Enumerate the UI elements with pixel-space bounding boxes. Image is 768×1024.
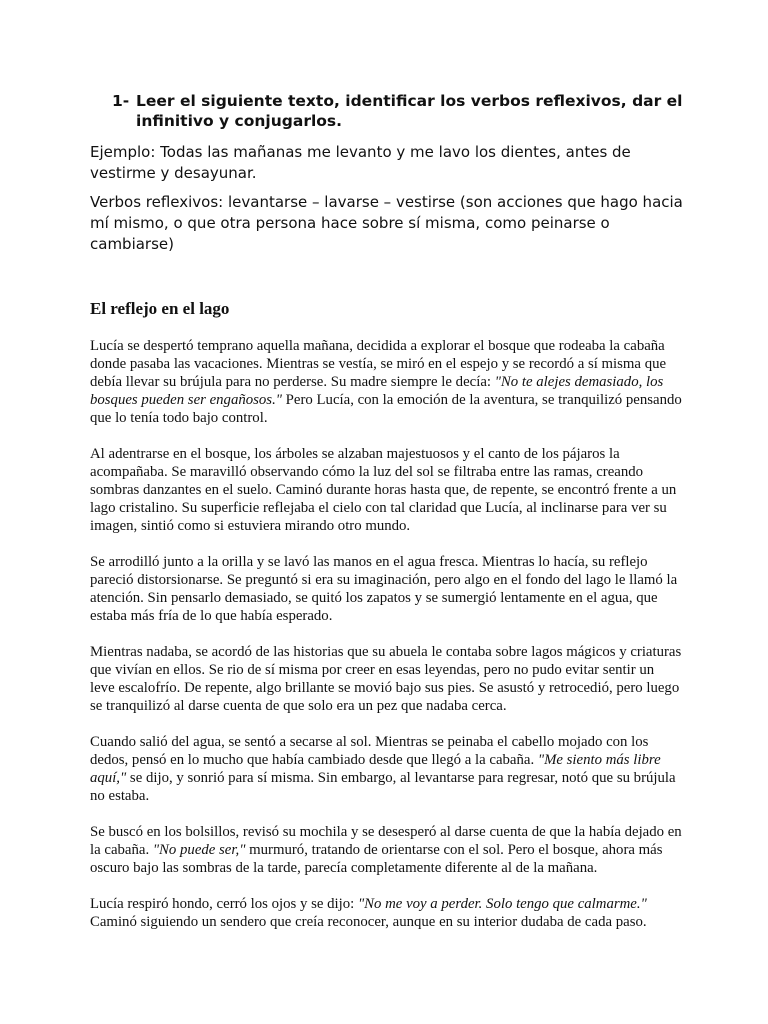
quoted-speech: "No me voy a perder. Solo tengo que calmarme." bbox=[357, 896, 647, 912]
story-paragraph bbox=[90, 553, 682, 625]
instruction-text: Leer el siguiente texto, identificar los verbos reflexivos, dar el infinitivo y conjugarlos. bbox=[136, 92, 683, 130]
paragraph-text: murmuró, tratando de orientarse con el sol. Pero el bosque, ahora más oscuro bajo las sombras de la tarde, parecía completamente diferente al de la mañana. bbox=[90, 842, 663, 876]
paragraph-text: Mientras nadaba, se acordó de las historias que su abuela le contaba sobre lagos mágicos y criaturas que vivían en ellos. Se rio de sí misma por creer en esas leyendas, pero no pudo evitar sentir un leve escalofrío. De repente, algo brillante se movió bajo sus pies. Se asustó y retrocedió, pero luego se tranquilizó al darse cuenta de que solo era un pez que nadaba cerca. bbox=[90, 644, 682, 714]
story-paragraph bbox=[90, 445, 682, 535]
paragraph-text: Se arrodilló junto a la orilla y se lavó las manos en el agua fresca. Mientras lo hacía, su reflejo pareció distorsionarse. Se preguntó si era su imaginación, pero algo en el fondo del lago le llamó la atención. Sin pensarlo demasiado, se quitó los zapatos y se sumergió lentamente en el agua, que estaba más fría de lo que había esperado. bbox=[90, 554, 678, 624]
story-paragraph bbox=[90, 643, 682, 715]
instruction-item bbox=[112, 91, 692, 131]
paragraph-text: Se buscó en los bolsillos, revisó su mochila y se desesperó al darse cuenta de que la había dejado en la cabaña. bbox=[90, 824, 682, 858]
story-body bbox=[90, 337, 682, 949]
story-paragraph bbox=[90, 337, 682, 427]
paragraph-text: Pero Lucía, con la emoción de la aventura, se tranquilizó pensando que lo tenía todo bajo control. bbox=[90, 392, 682, 426]
story-paragraph bbox=[90, 895, 682, 931]
paragraph-text: se dijo, y sonrió para sí misma. Sin embargo, al levantarse para regresar, notó que su brújula no estaba. bbox=[90, 770, 676, 804]
story-paragraph bbox=[90, 823, 682, 877]
reflexive-verbs-paragraph: Verbos reflexivos: levantarse – lavarse – vestirse (son acciones que hago hacia mí mismo, o que otra persona hace sobre sí misma, como peinarse o cambiarse) bbox=[90, 193, 683, 253]
paragraph-text: Al adentrarse en el bosque, los árboles se alzaban majestuosos y el canto de los pájaros la acompañaba. Se maravilló observando cómo la luz del sol se filtraba entre las ramas, creando sombras danzantes en el suelo. Caminó durante horas hasta que, de repente, se encontró frente a un lago cristalino. Su superficie reflejaba el cielo con tal claridad que Lucía, al inclinarse para ver su imagen, sintió como si estuviera mirando otro mundo. bbox=[90, 446, 677, 534]
quoted-speech: "Me siento más libre aquí," bbox=[90, 752, 661, 786]
quoted-speech: "No puede ser," bbox=[152, 842, 246, 858]
quoted-speech: "No te alejes demasiado, los bosques pueden ser engañosos." bbox=[90, 374, 664, 408]
paragraph-text: Cuando salió del agua, se sentó a secarse al sol. Mientras se peinaba el cabello mojado con los dedos, pensó en lo mucho que había cambiado desde que llegó a la cabaña. bbox=[90, 734, 649, 768]
paragraph-text: Lucía respiró hondo, cerró los ojos y se dijo: bbox=[90, 896, 358, 912]
instruction-number: 1- bbox=[112, 92, 130, 110]
story-paragraph bbox=[90, 733, 682, 805]
paragraph-text: Caminó siguiendo un sendero que creía reconocer, aunque en su interior dudaba de cada paso. bbox=[90, 914, 647, 930]
story-title: El reflejo en el lago bbox=[90, 299, 230, 318]
example-paragraph: Ejemplo: Todas las mañanas me levanto y me lavo los dientes, antes de vestirme y desayunar. bbox=[90, 143, 631, 182]
paragraph-text: Lucía se despertó temprano aquella mañana, decidida a explorar el bosque que rodeaba la cabaña donde pasaba las vacaciones. Mientras se vestía, se miró en el espejo y se recordó a sí misma que debía llevar su brújula para no perderse. Su madre siempre le decía: bbox=[90, 338, 667, 390]
